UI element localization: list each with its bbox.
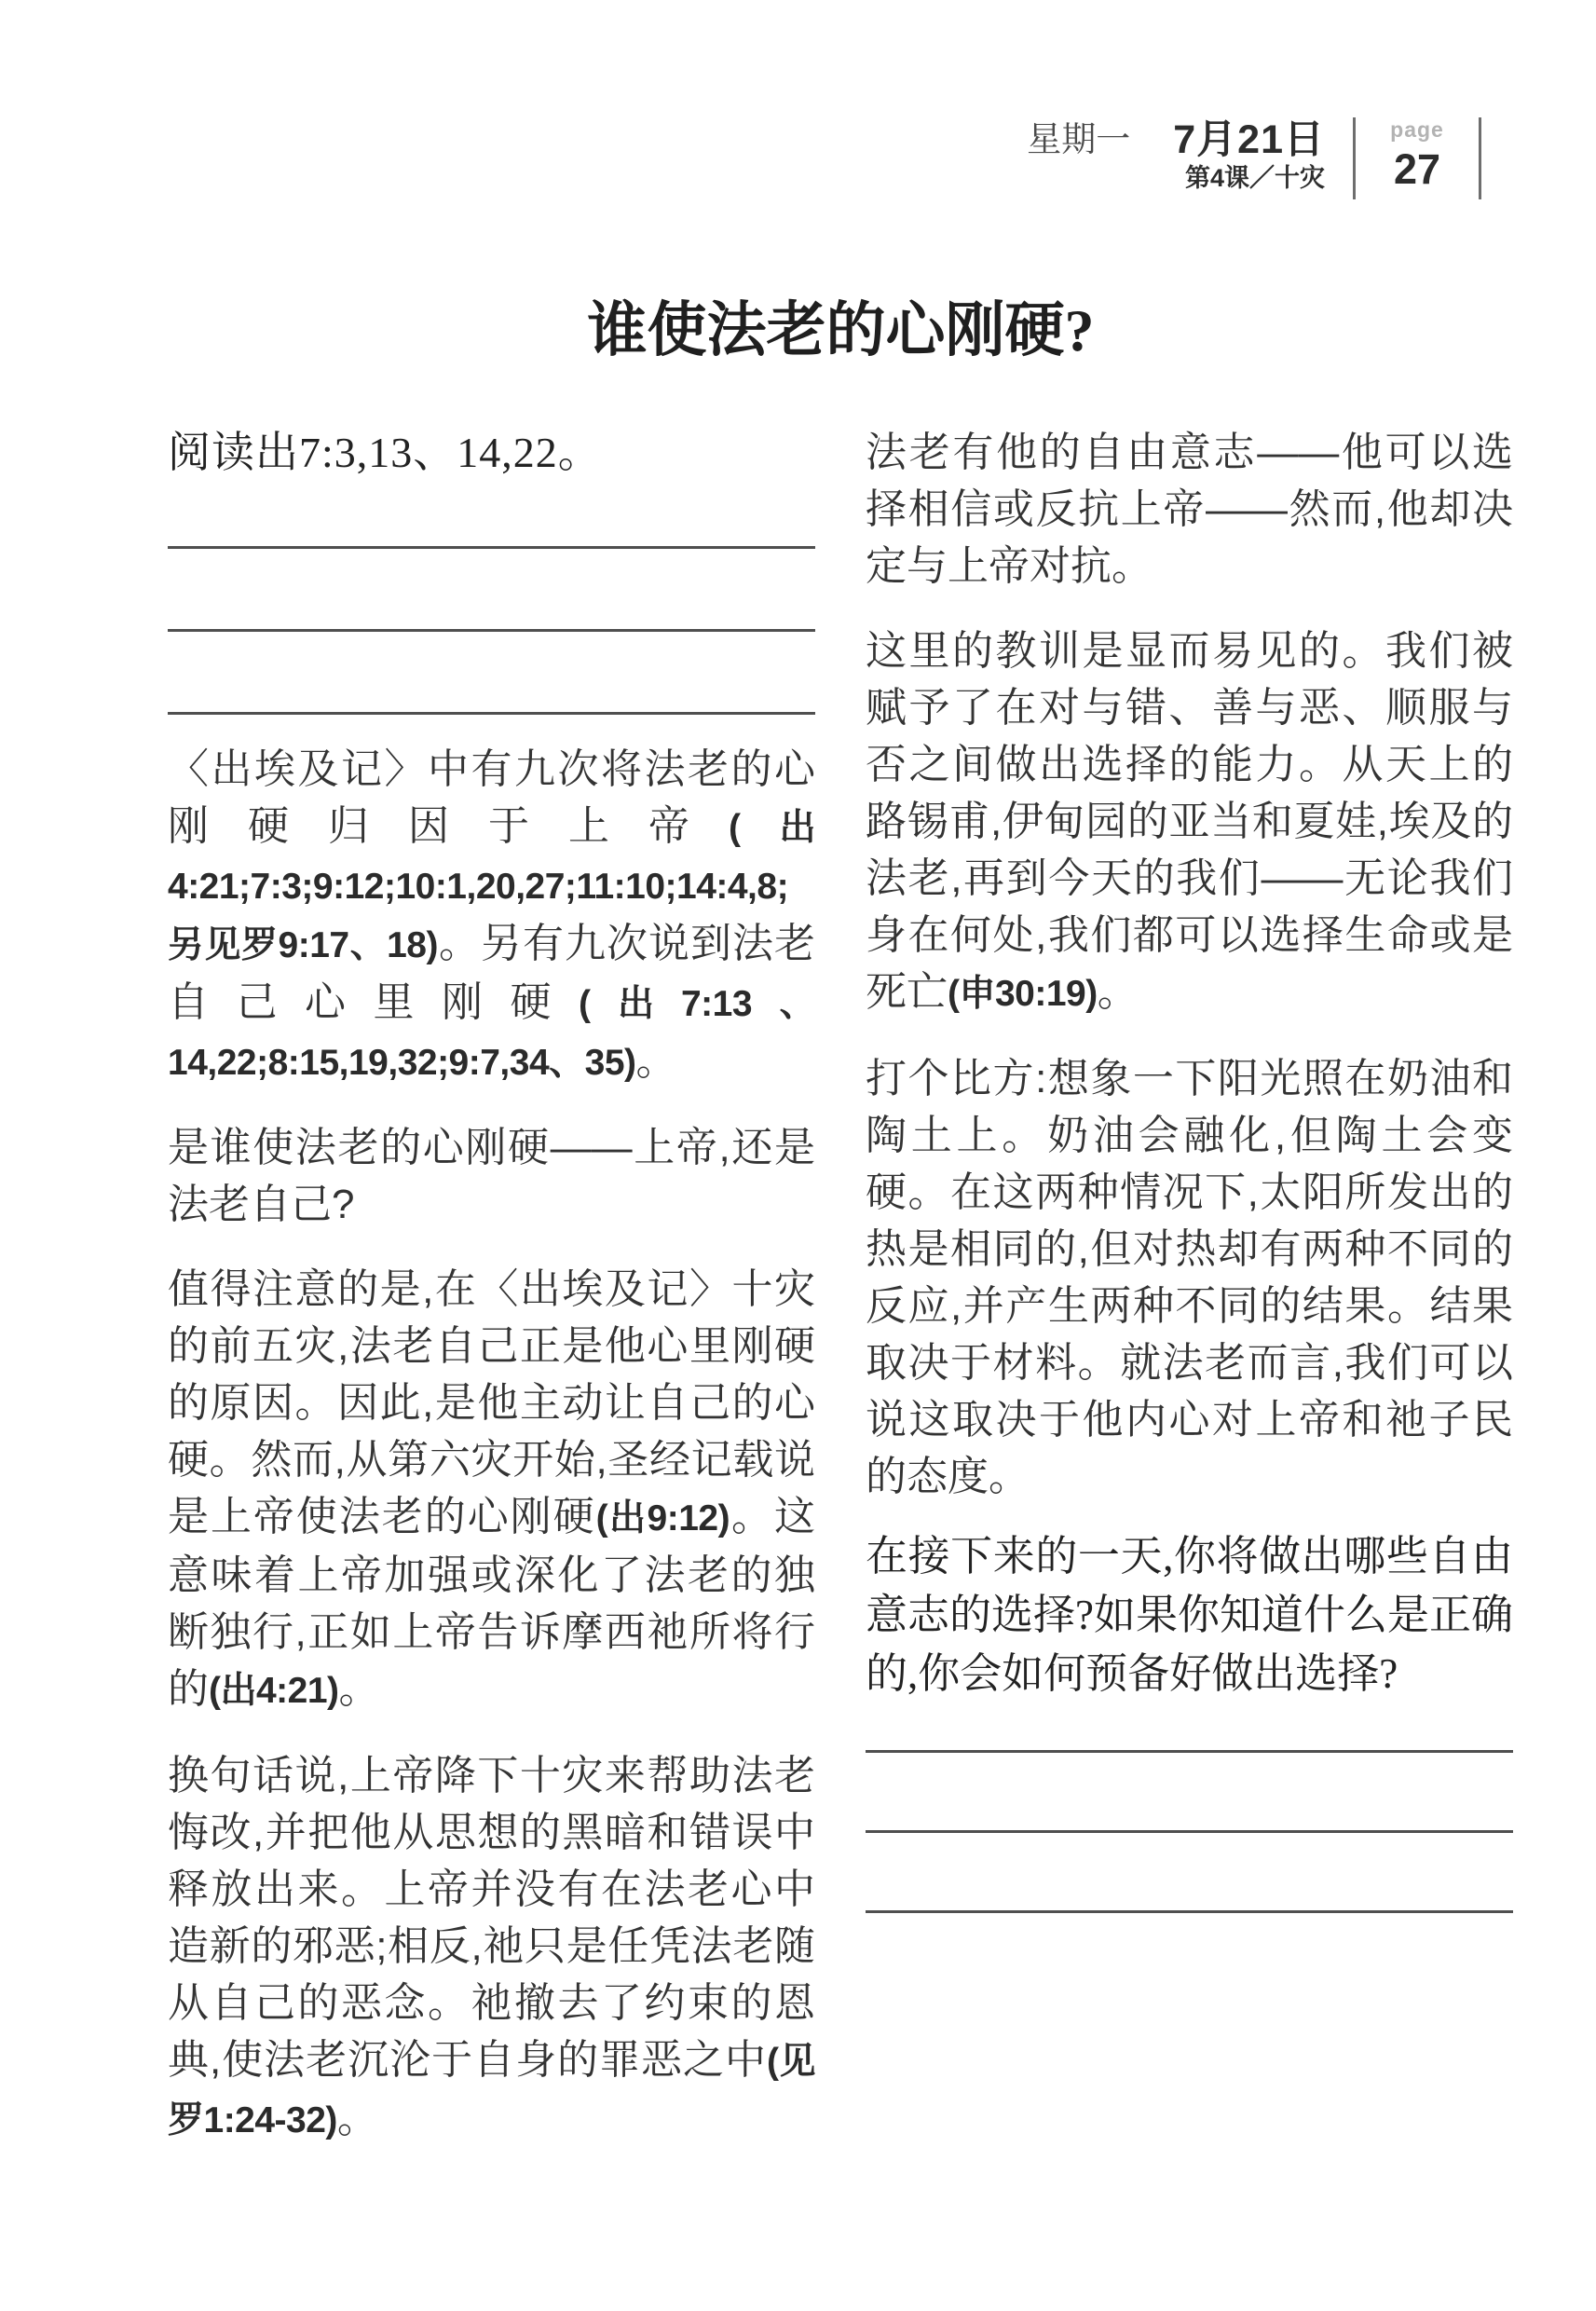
left-writing-lines bbox=[168, 481, 815, 715]
date-label: 7月21日 bbox=[1173, 117, 1325, 162]
header-divider-left bbox=[1353, 117, 1356, 199]
writing-line bbox=[866, 1753, 1513, 1833]
page-word-label: page bbox=[1390, 117, 1444, 142]
application-question: 在接下来的一天,你将做出哪些自由意志的选择?如果你知道什么是正确的,你会如何预备好做出选择? bbox=[866, 1533, 1513, 1697]
left-paragraphs bbox=[168, 741, 815, 2149]
page-title: 谁使法老的心刚硬? bbox=[587, 297, 1095, 363]
body-text: 是谁使法老的心刚硬——上帝,还是法老自己? bbox=[168, 1125, 815, 1227]
page-header bbox=[0, 0, 1596, 199]
body-text: 。另有九次说到法老自己心里刚硬 bbox=[168, 921, 815, 1025]
body-text: 。这意味着上帝加强或深化了法老的独断独行,正如上帝告诉摩西祂所将行的 bbox=[168, 1494, 815, 1712]
body-text: 这里的教训是显而易见的。我们被赋予了在对与错、善与恶、顺服与否之间做出选择的能力。从天上的路锡甫,伊甸园的亚当和夏娃,埃及的法老,再到今天的我们——无论我们身在何处,我们都可以选择生命或是死亡 bbox=[866, 628, 1513, 1015]
body-text: 。 bbox=[338, 1666, 380, 1712]
body-text: 。 bbox=[336, 2096, 378, 2141]
scripture-reference: (申30:19) bbox=[948, 974, 1098, 1014]
scripture-reference: (出4:21) bbox=[209, 1671, 339, 1711]
body-text: 。 bbox=[635, 1038, 677, 1084]
page-number-block bbox=[1384, 117, 1451, 194]
scripture-reference: (见罗1:24-32) bbox=[168, 2042, 815, 2140]
body-text: 换句话说,上帝降下十灾来帮助法老悔改,并把他从思想的黑暗和错误中释放出来。上帝并没有在法老心中造新的邪恶;相反,祂只是任凭法老随从自己的恶念。祂撤去了约束的恩典,使法老沉沦于自身的罪恶之中 bbox=[168, 1753, 815, 2083]
right-paragraphs bbox=[866, 424, 1513, 1505]
body-text: 〈出埃及记〉中有九次将法老的心刚硬归因于上帝 bbox=[168, 746, 815, 849]
writing-line bbox=[866, 1703, 1513, 1753]
writing-line bbox=[168, 481, 815, 549]
paragraph bbox=[168, 741, 815, 1091]
body-text: 值得注意的是,在〈出埃及记〉十灾的前五灾,法老自己正是他心里刚硬的原因。因此,是他主动让自己的心硬。然而,从第六灾开始,圣经记载说是上帝使法老的心刚硬 bbox=[168, 1266, 815, 1539]
writing-line bbox=[168, 549, 815, 632]
body-text: 法老有他的自由意志——他可以选择相信或反抗上帝——然而,他却决定与上帝对抗。 bbox=[866, 430, 1513, 589]
paragraph bbox=[168, 1747, 815, 2149]
scripture-reference: (出7:13、14,22;8:15,19,32;9:7,34、35) bbox=[168, 984, 815, 1083]
header-divider-right bbox=[1479, 117, 1481, 199]
paragraph bbox=[866, 622, 1513, 1022]
paragraph bbox=[168, 1261, 815, 1719]
reading-instruction: 阅读出7:3,13、14,22。 bbox=[168, 429, 602, 476]
right-writing-lines bbox=[866, 1703, 1513, 1913]
lesson-label: 第4课／十灾 bbox=[1184, 164, 1325, 192]
scripture-reference: (出4:21;7:3;9:12;10:1,20,27;11:10;14:4,8;另见罗9:17、18) bbox=[168, 808, 815, 965]
right-column bbox=[866, 424, 1513, 1913]
page-number: 27 bbox=[1393, 145, 1441, 193]
body-text: 打个比方:想象一下阳光照在奶油和陶土上。奶油会融化,但陶土会变硬。在这两种情况下,太阳所发出的热是相同的,但对热却有两种不同的反应,并产生两种不同的结果。结果取决于材料。就法老而言,我们可以说这取决于他内心对上帝和祂子民的态度。 bbox=[866, 1056, 1513, 1499]
paragraph bbox=[866, 424, 1513, 595]
left-column bbox=[168, 424, 815, 2149]
writing-line bbox=[168, 632, 815, 715]
weekday-label: 星期一 bbox=[1027, 120, 1131, 158]
paragraph bbox=[168, 1119, 815, 1233]
scripture-reference: (出9:12) bbox=[595, 1498, 730, 1538]
date-block bbox=[1173, 117, 1325, 194]
writing-line bbox=[866, 1833, 1513, 1913]
paragraph bbox=[866, 1050, 1513, 1505]
body-text: 。 bbox=[1097, 969, 1139, 1015]
content-columns bbox=[168, 424, 1514, 2149]
